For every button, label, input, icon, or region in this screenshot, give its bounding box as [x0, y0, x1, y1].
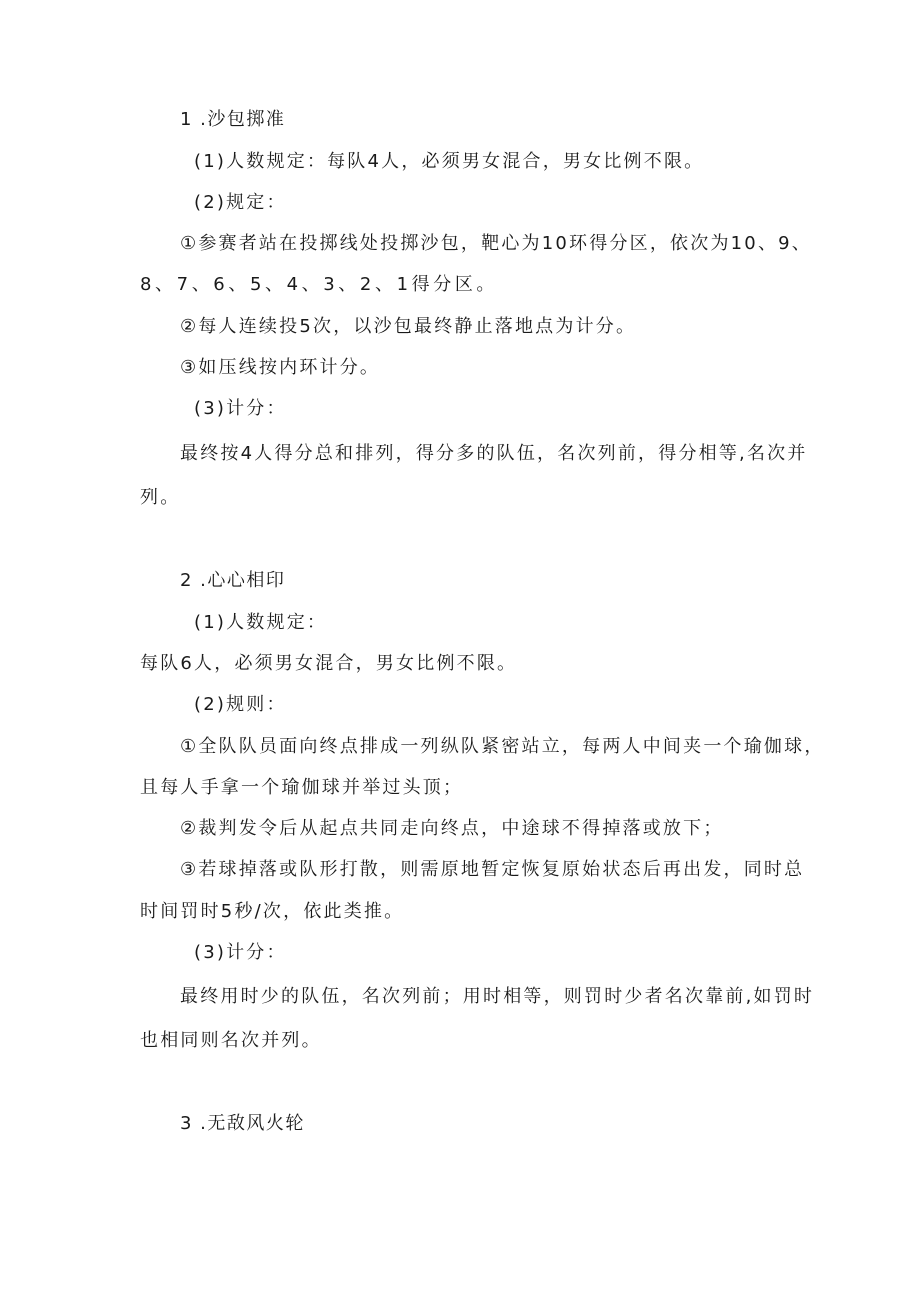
section-1-rule-1-line-2: 8、7、6、5、4、3、2、1得分区。	[140, 274, 499, 295]
section-2-scoring-line-1: 最终用时少的队伍，名次列前；用时相等，则罚时少者名次靠前,如罚时	[180, 986, 815, 1007]
section-2-heading: 2 .心心相印	[180, 570, 286, 591]
section-1-participants: (1)人数规定：每队4人，必须男女混合，男女比例不限。	[194, 151, 705, 172]
section-1-scoring-label: (3)计分：	[194, 398, 287, 419]
section-2-rules-label: (2)规则：	[194, 694, 287, 715]
section-1-scoring-line-2: 列。	[140, 487, 181, 508]
section-2-participants: 每队6人，必须男女混合，男女比例不限。	[140, 653, 518, 674]
section-1-heading: 1 .沙包掷准	[180, 109, 286, 130]
section-2-rule-1-line-2: 且每人手拿一个瑜伽球并举过头顶；	[140, 777, 464, 798]
section-2-participants-label: (1)人数规定：	[194, 612, 328, 633]
section-2-rule-3-line-2: 时间罚时5秒/次，依此类推。	[140, 901, 405, 922]
section-3-heading: 3 .无敌风火轮	[180, 1113, 305, 1134]
section-1-rule-2: ②每人连续投5次，以沙包最终静止落地点为计分。	[180, 316, 637, 337]
section-2-rule-3-line-1: ③若球掉落或队形打散，则需原地暂定恢复原始状态后再出发，同时总	[180, 859, 805, 880]
section-1-rule-1-line-1: ①参赛者站在投掷线处投掷沙包，靶心为10环得分区，依次为10、9、	[180, 233, 812, 254]
section-2-scoring-line-2: 也相同则名次并列。	[140, 1030, 322, 1051]
section-2-rule-1-line-1: ①全队队员面向终点排成一列纵队紧密站立，每两人中间夹一个瑜伽球，	[180, 736, 825, 757]
section-1-rules-label: (2)规定：	[194, 192, 287, 213]
section-1-rule-3: ③如压线按内环计分。	[180, 357, 381, 378]
section-2-rule-2: ②裁判发令后从起点共同走向终点，中途球不得掉落或放下；	[180, 818, 724, 839]
section-1-scoring-line-1: 最终按4人得分总和排列，得分多的队伍，名次列前，得分相等,名次并	[180, 443, 808, 464]
section-2-scoring-label: (3)计分：	[194, 942, 287, 963]
